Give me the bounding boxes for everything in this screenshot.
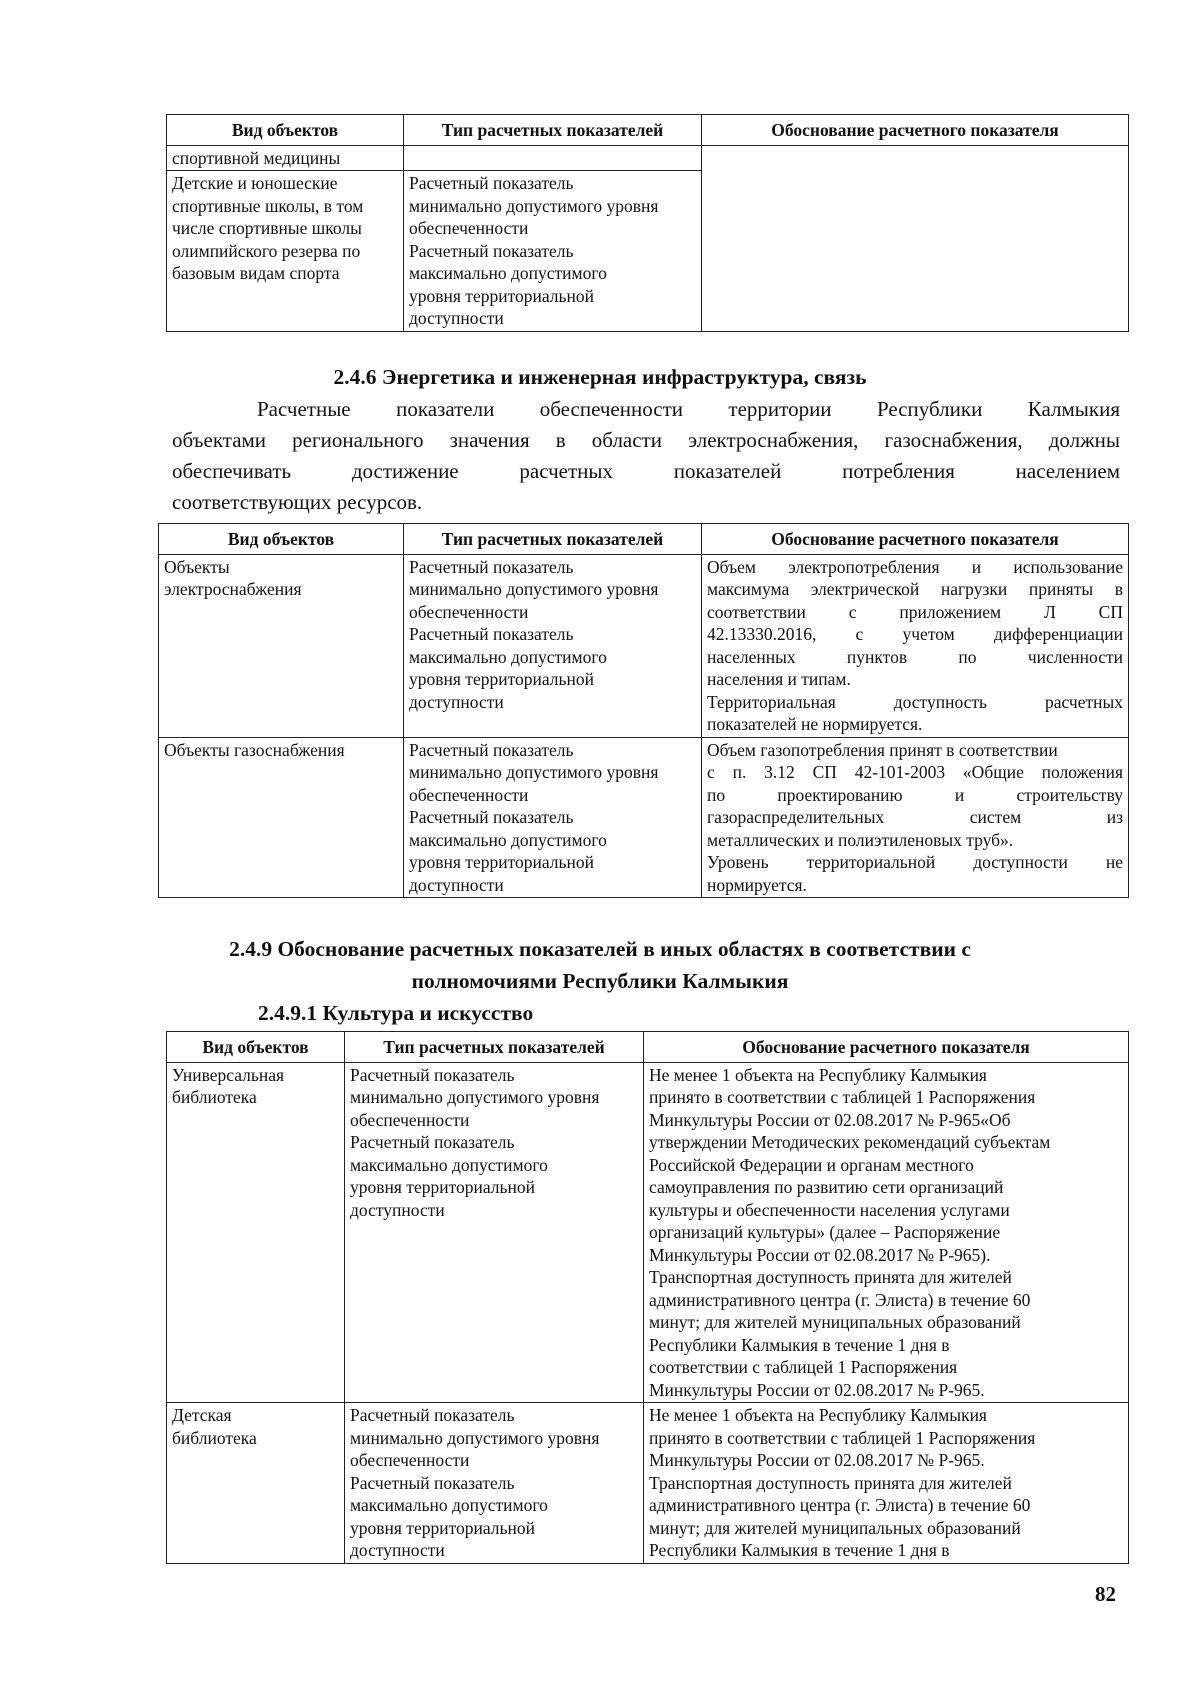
cell-text-line: Расчетный показатель <box>409 173 574 193</box>
cell-text-line: Объем газопотребления принят в соответствии <box>707 739 1058 760</box>
cell-text-line: Расчетный показатель <box>409 739 574 760</box>
cell-text-line: Объем электропотребления и использование <box>707 556 1123 577</box>
cell-text-line: доступности <box>409 691 504 712</box>
cell-text-line: олимпийского резерва по <box>172 240 361 261</box>
cell-text-line: административного центра (г. Элиста) в течение 60 <box>649 1289 1031 1310</box>
cell-text-line: Республики Калмыкия в течение 1 дня в <box>649 1334 950 1355</box>
header-justification: Обоснование расчетного показателя <box>702 115 1129 146</box>
cell-text-line: обеспеченности <box>409 218 529 238</box>
cell-indicator-type <box>404 737 702 898</box>
cell-text-line: максимально допустимого <box>409 646 607 667</box>
table-header-row <box>159 524 1129 555</box>
header-object-type: Вид объектов <box>159 524 404 555</box>
paragraph-line: обеспечивать достижение расчетных показателей потребления населением <box>172 459 1120 483</box>
cell-object-type <box>159 554 404 737</box>
section-heading-2-4-9-line2: полномочиями Республики Калмыкия <box>411 969 789 993</box>
cell-text-line: минимально допустимого уровня <box>409 195 659 216</box>
cell-text-line: утверждении Методических рекомендаций субъектам <box>649 1132 1051 1152</box>
cell-justification <box>644 1403 1129 1564</box>
cell-text-line: с п. 3.12 СП 42-101-2003 «Общие положения <box>707 762 1123 782</box>
cell-text-line: максимума электрической нагрузки приняты в <box>707 579 1123 599</box>
cell-text-line: по проектированию и строительству <box>707 784 1123 805</box>
cell-text-line: библиотека <box>172 1087 257 1107</box>
cell-text-line: обеспеченности <box>350 1109 470 1130</box>
cell-text-line: Расчетный показатель <box>409 807 574 827</box>
cell-text-line: Минкультуры России от 02.08.2017 № Р-965«Об <box>649 1109 1011 1130</box>
cell-text-line: числе спортивные школы <box>172 218 362 238</box>
cell-text-line: Расчетный показатель <box>409 240 574 261</box>
cell-text-line: доступности <box>350 1199 445 1220</box>
sport-objects-table <box>166 114 1129 332</box>
cell-text-line: административного центра (г. Элиста) в течение 60 <box>649 1495 1031 1515</box>
header-justification: Обоснование расчетного показателя <box>702 524 1129 555</box>
cell-text-line: организаций культуры» (далее – Распоряжение <box>649 1222 1001 1242</box>
cell-text-line: минут; для жителей муниципальных образований <box>649 1312 1021 1332</box>
cell-text-line: максимально допустимого <box>350 1495 548 1515</box>
cell-text-line: спортивные школы, в том <box>172 195 364 216</box>
cell-text-line: Расчетный показатель <box>409 624 574 644</box>
cell-text-line: доступности <box>350 1540 445 1560</box>
cell-text-line: уровня территориальной <box>350 1517 535 1538</box>
subsection-heading-2-4-9-1: 2.4.9.1 Культура и искусство <box>258 1001 534 1025</box>
header-justification: Обоснование расчетного показателя <box>644 1032 1129 1063</box>
cell-indicator-type <box>345 1062 644 1403</box>
cell-text-line: населенных пунктов по численности <box>707 646 1123 667</box>
cell-text-line: Территориальная доступность расчетных <box>707 691 1123 712</box>
cell-indicator-type <box>404 554 702 737</box>
cell-text-line: минимально допустимого уровня <box>409 579 659 599</box>
table-row <box>167 1062 1129 1403</box>
cell-text-line: Расчетный показатель <box>350 1472 515 1493</box>
cell-text-line: нормируется. <box>707 874 807 895</box>
cell-object-type <box>167 1403 345 1564</box>
table-header-row <box>167 115 1129 146</box>
cell-text-line: Уровень территориальной доступности не <box>707 852 1123 872</box>
cell-text-line: Минкультуры России от 02.08.2017 № Р-965. <box>649 1379 985 1400</box>
header-object-type: Вид объектов <box>167 115 404 146</box>
cell-text-line: Транспортная доступность принята для жителей <box>649 1267 1012 1287</box>
cell-text-line: Детские и юношеские <box>172 173 338 193</box>
cell-text-line: базовым видам спорта <box>172 263 340 283</box>
cell-text-line: Детская <box>172 1405 232 1425</box>
table-header-row <box>167 1032 1129 1063</box>
cell-indicator-type <box>345 1403 644 1564</box>
cell-text-line: соответствии с приложением Л СП <box>707 601 1123 622</box>
cell-text-line: обеспеченности <box>409 601 529 622</box>
header-indicator-type: Тип расчетных показателей <box>404 524 702 555</box>
cell-text-line: обеспеченности <box>350 1450 470 1470</box>
cell-text-line: культуры и обеспеченности населения услугами <box>649 1199 1010 1220</box>
cell-text-line: Российской Федерации и органам местного <box>649 1154 974 1175</box>
cell-text-line: доступности <box>409 308 504 328</box>
table-row <box>167 1403 1129 1564</box>
header-object-type: Вид объектов <box>167 1032 345 1063</box>
table-row <box>159 554 1129 737</box>
energy-objects-table <box>158 523 1129 898</box>
cell-text-line: Объекты газоснабжения <box>164 739 345 760</box>
cell-text-line: минимально допустимого уровня <box>350 1087 600 1107</box>
table-row <box>159 737 1129 898</box>
page-number: 82 <box>1095 1582 1116 1606</box>
cell-text-line: Минкультуры России от 02.08.2017 № Р-965. <box>649 1450 985 1470</box>
cell-text-line: спортивной медицины <box>172 147 341 168</box>
paragraph-line: объектами регионального значения в области электроснабжения, газоснабжения, должны <box>172 428 1120 452</box>
cell-text-line: Не менее 1 объекта на Республику Калмыкия <box>649 1405 987 1425</box>
cell-text-line: Расчетный показатель <box>350 1405 515 1425</box>
cell-justification <box>702 737 1129 898</box>
cell-object-type <box>167 1062 345 1403</box>
cell-text-line: минут; для жителей муниципальных образований <box>649 1517 1021 1538</box>
cell-text-line: газораспределительных систем из <box>707 807 1123 827</box>
paragraph-line: соответствующих ресурсов. <box>172 490 423 514</box>
cell-justification <box>702 145 1129 331</box>
section-paragraph <box>172 394 1120 518</box>
cell-object-type <box>159 737 404 898</box>
cell-text-line: Расчетный показатель <box>350 1132 515 1152</box>
cell-text-line: Республики Калмыкия в течение 1 дня в <box>649 1540 950 1560</box>
cell-text-line: доступности <box>409 874 504 895</box>
cell-text-line: максимально допустимого <box>409 829 607 850</box>
cell-text-line: Не менее 1 объекта на Республику Калмыкия <box>649 1064 987 1085</box>
cell-text-line: минимально допустимого уровня <box>350 1427 600 1448</box>
cell-text-line: принято в соответствии с таблицей 1 Распоряжения <box>649 1427 1036 1448</box>
cell-indicator-type <box>404 145 702 171</box>
cell-text-line: уровня территориальной <box>409 669 594 689</box>
cell-text-line: уровня территориальной <box>350 1177 535 1197</box>
cell-text-line: максимально допустимого <box>350 1154 548 1175</box>
cell-text-line: библиотека <box>172 1427 257 1448</box>
cell-indicator-type <box>404 171 702 332</box>
header-indicator-type: Тип расчетных показателей <box>345 1032 644 1063</box>
header-indicator-type: Тип расчетных показателей <box>404 115 702 146</box>
cell-text-line: Минкультуры России от 02.08.2017 № Р-965). <box>649 1244 991 1265</box>
cell-text-line: электроснабжения <box>164 579 302 599</box>
cell-text-line: Транспортная доступность принята для жителей <box>649 1472 1012 1493</box>
cell-text-line: соответствии с таблицей 1 Распоряжения <box>649 1357 958 1377</box>
cell-text-line: 42.13330.2016, с учетом дифференциации <box>707 624 1123 644</box>
cell-text-line: принято в соответствии с таблицей 1 Распоряжения <box>649 1087 1036 1107</box>
cell-text-line: минимально допустимого уровня <box>409 762 659 782</box>
cell-justification <box>702 554 1129 737</box>
culture-objects-table <box>166 1031 1129 1564</box>
cell-text-line: Универсальная <box>172 1064 285 1085</box>
cell-text-line: металлических и полиэтиленовых труб». <box>707 829 1014 850</box>
section-heading-2-4-9-line1: 2.4.9 Обоснование расчетных показателей в иных областях в соответствии с <box>229 937 971 961</box>
cell-text-line: показателей не нормируется. <box>707 714 923 734</box>
cell-text-line: максимально допустимого <box>409 263 607 283</box>
paragraph-line: Расчетные показатели обеспеченности территории Республики Калмыкия <box>257 397 1120 421</box>
cell-object-type <box>167 171 404 332</box>
cell-text-line: обеспеченности <box>409 784 529 805</box>
cell-text-line: Расчетный показатель <box>350 1064 515 1085</box>
cell-text-line: уровня территориальной <box>409 852 594 872</box>
cell-text-line: населения и типам. <box>707 669 851 689</box>
section-heading-2-4-6: 2.4.6 Энергетика и инженерная инфраструктура, связь <box>333 365 867 389</box>
cell-text-line: Расчетный показатель <box>409 556 574 577</box>
table-row <box>167 145 1129 171</box>
cell-text-line: Объекты <box>164 556 230 577</box>
cell-text-line: самоуправления по развитию сети организаций <box>649 1177 1004 1197</box>
cell-text-line: уровня территориальной <box>409 285 594 306</box>
cell-justification <box>644 1062 1129 1403</box>
cell-object-type <box>167 145 404 171</box>
